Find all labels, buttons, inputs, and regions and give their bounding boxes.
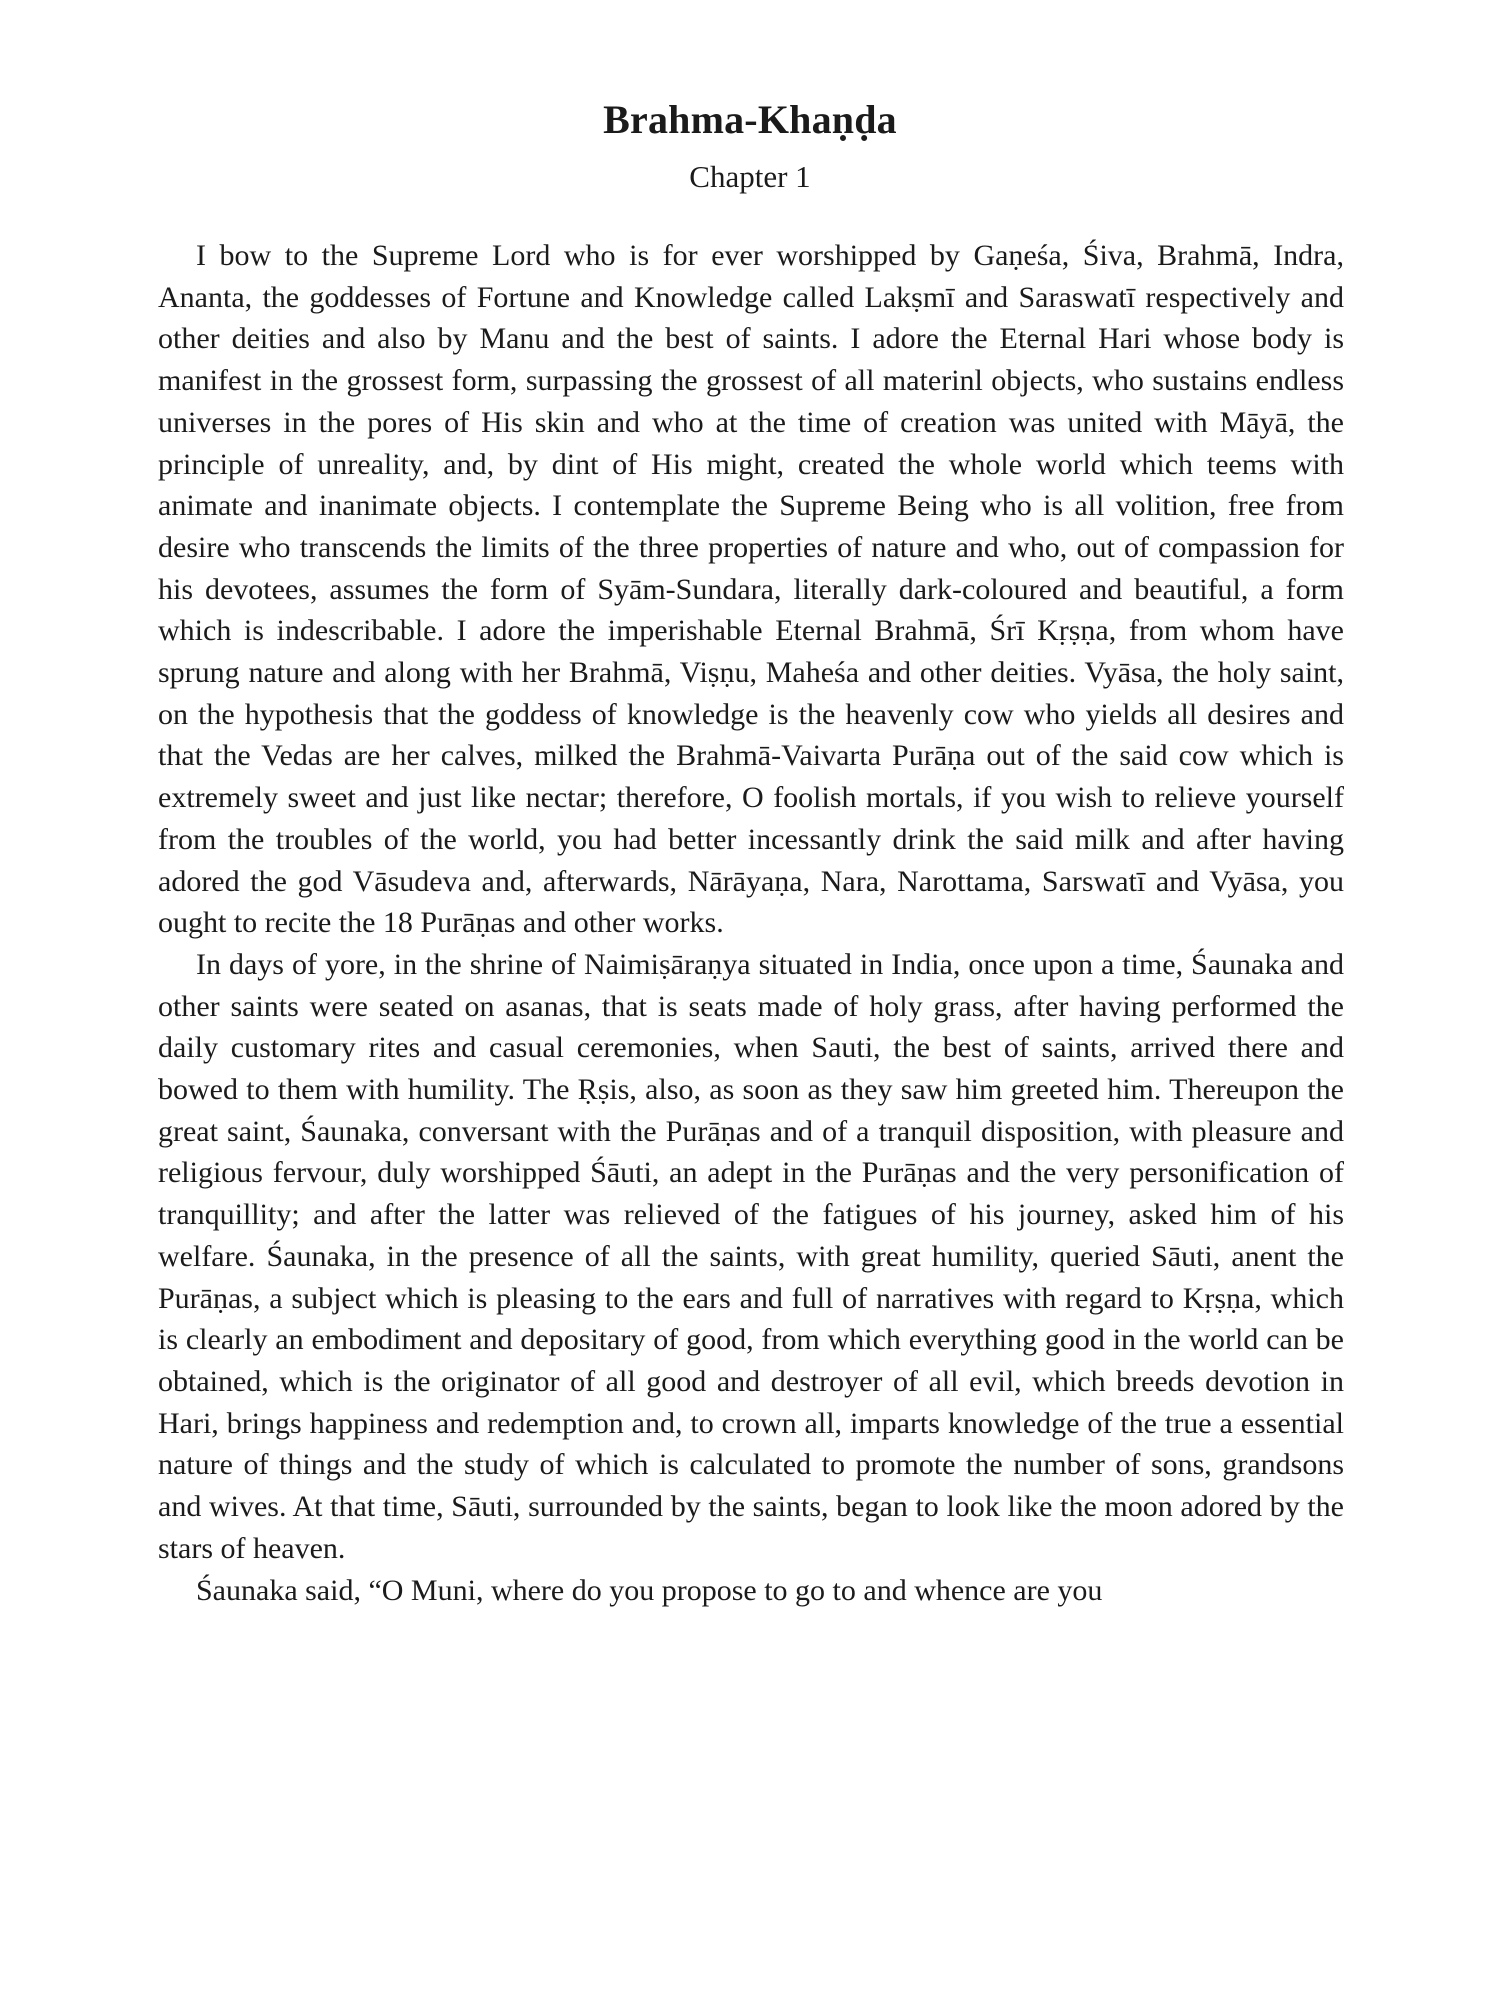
chapter-heading: Chapter 1 — [689, 159, 811, 194]
paragraph-saunaka-said: Śaunaka said, “O Muni, where do you propose to go to and whence are you — [196, 1573, 1103, 1607]
paragraph-naimisaranya: In days of yore, in the shrine of Naimiṣāraṇya situated in India, once upon a time, Śaunaka and other saints were seated on asanas, that is seats made of holy grass, after having performed the daily customary rites and casual ceremonies, when Sauti, the best of saints, arrived there and bowed to them with humility. The Ṛṣis, also, as soon as they saw him greeted him. Thereupon the great saint, Śaunaka, conversant with the Purāṇas and of a tranquil disposition, with pleasure and religious fervour, duly worshipped Śāuti, an adept in the Purāṇas and the very personification of tranquillity; and after the latter was relieved of the fatigues of his journey, asked him of his welfare. Śaunaka, in the presence of all the saints, with great humility, queried Sāuti, anent the Purāṇas, a subject which is pleasing to the ears and full of narratives with regard to Kṛṣṇa, which is clearly an embodiment and depositary of good, from which everything good in the world can be obtained, which is the originator of all good and destroyer of all evil, which breeds devotion in Hari, brings happiness and redemption and, to crown all, imparts knowledge of the true a essential nature of things and the study of which is calculated to promote the number of sons, grandsons and wives. At that time, Sāuti, surrounded by the saints, began to look like the moon adored by the stars of heaven. — [158, 947, 1344, 1565]
paragraph-invocation: I bow to the Supreme Lord who is for ever worshipped by Gaṇeśa, Śiva, Brahmā, Indra, Ananta, the goddesses of Fortune and Knowledge called Lakṣmī and Saraswatī respectively and other deities and also by Manu and the best of saints. I adore the Eternal Hari whose body is manifest in the grossest form, surpassing the grossest of all materinl objects, who sustains endless universes in the pores of His skin and who at the time of creation was united with Māyā, the principle of unreality, and, by dint of His might, created the whole world which teems with animate and inanimate objects. I contemplate the Supreme Being who is all volition, free from desire who transcends the limits of the three properties of nature and who, out of compassion for his devotees, assumes the form of Syām-Sundara, literally dark-coloured and beautiful, a form which is indescribable. I adore the imperishable Eternal Brahmā, Śrī Kṛṣṇa, from whom have sprung nature and along with her Brahmā, Viṣṇu, Maheśa and other deities. Vyāsa, the holy saint, on the hypothesis that the goddess of knowledge is the heavenly cow who yields all desires and that the Vedas are her calves, milked the Brahmā-Vaivarta Purāṇa out of the said cow which is extremely sweet and just like nectar; therefore, O foolish mortals, if you wish to relieve yourself from the troubles of the world, you had better incessantly drink the said milk and after having adored the god Vāsudeva and, afterwards, Nārāyaṇa, Nara, Narottama, Sarswatī and Vyāsa, you ought to recite the 18 Purāṇas and other works. — [158, 239, 1344, 940]
page-title: Brahma-Khaṇḍa — [603, 97, 897, 142]
body-text — [158, 235, 1344, 1611]
